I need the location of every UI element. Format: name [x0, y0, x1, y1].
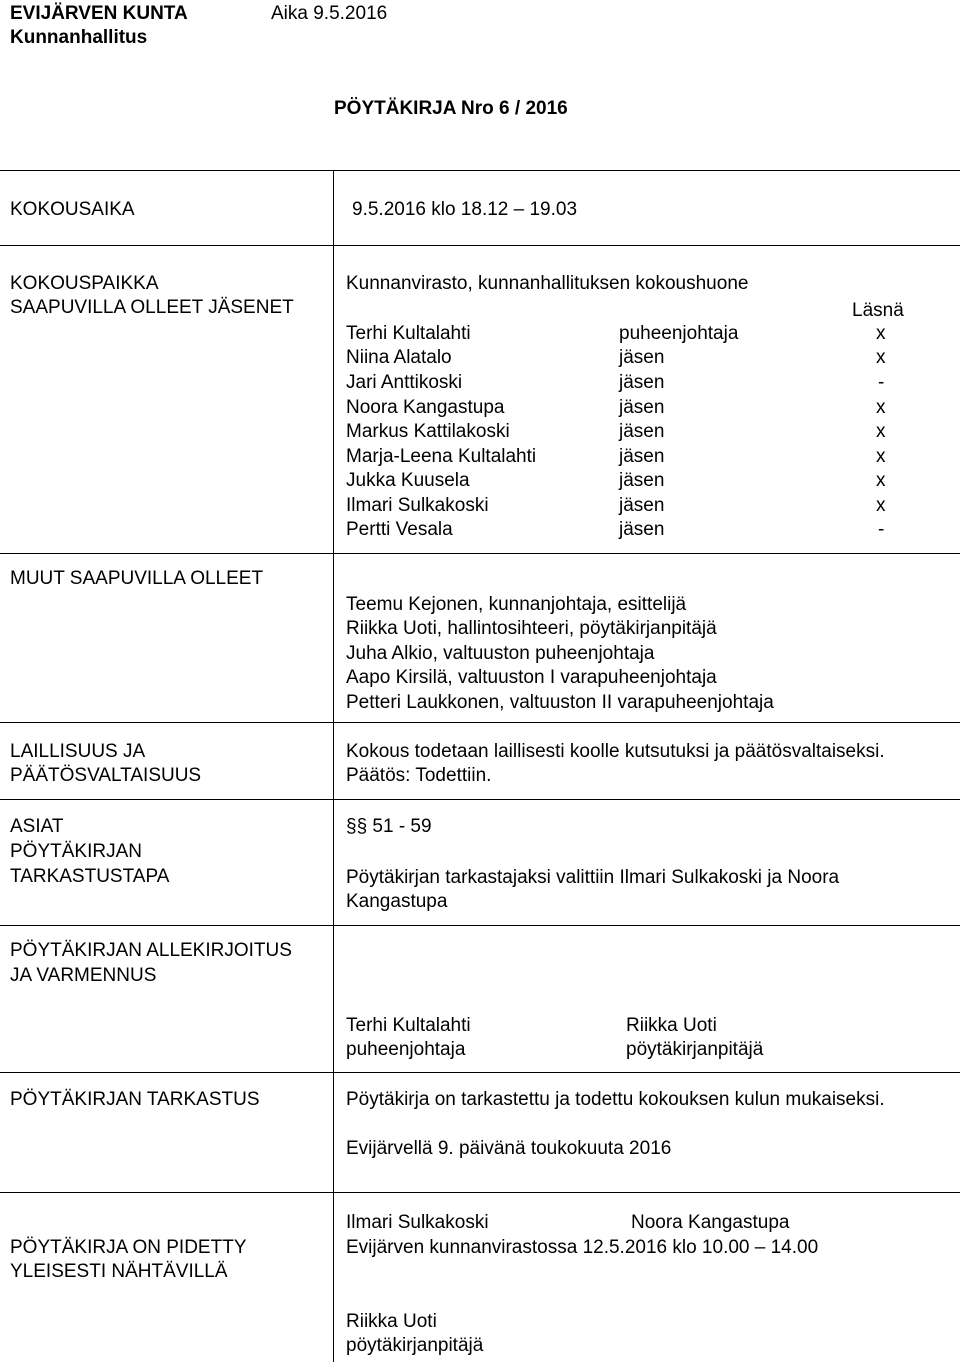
row-divider [0, 799, 960, 800]
inspector-name: Noora Kangastupa [631, 1212, 790, 1233]
inspection-label: PÖYTÄKIRJAN TARKASTUS [10, 1089, 260, 1110]
inspection-text: Pöytäkirja on tarkastettu ja todettu kokouksen kulun mukaiseksi. [346, 1089, 885, 1110]
inspection-method-label: TARKASTUSTAPA [10, 866, 170, 887]
items-label: ASIAT [10, 816, 64, 837]
signer-role: puheenjohtaja [346, 1039, 466, 1060]
row-divider [0, 722, 960, 723]
member-name: Niina Alatalo [346, 347, 452, 368]
row-divider [0, 1072, 960, 1073]
member-role: jäsen [619, 470, 665, 491]
member-name: Markus Kattilakoski [346, 421, 510, 442]
member-name: Jukka Kuusela [346, 470, 470, 491]
member-name: Jari Anttikoski [346, 372, 463, 393]
member-name: Ilmari Sulkakoski [346, 495, 489, 516]
member-present: x [876, 446, 886, 467]
member-role: jäsen [619, 397, 665, 418]
member-role: jäsen [619, 347, 665, 368]
others-line: Juha Alkio, valtuuston puheenjohtaja [346, 643, 655, 664]
public-display-label: YLEISESTI NÄHTÄVILLÄ [10, 1261, 228, 1282]
public-display-signer-name: Riikka Uoti [346, 1311, 437, 1332]
member-present: x [876, 347, 886, 368]
legality-decision: Päätös: Todettiin. [346, 765, 492, 786]
inspection-place-date: Evijärvellä 9. päivänä toukokuuta 2016 [346, 1138, 672, 1159]
row-divider [0, 925, 960, 926]
present-header: Läsnä [852, 300, 904, 321]
signer-role: pöytäkirjanpitäjä [626, 1039, 764, 1060]
others-label: MUUT SAAPUVILLA OLLEET [10, 568, 264, 589]
signer-name: Terhi Kultalahti [346, 1015, 471, 1036]
meeting-place-label: KOKOUSPAIKKA [10, 273, 159, 294]
meeting-place-value: Kunnanvirasto, kunnanhallituksen kokoushuone [346, 273, 749, 294]
legality-label: LAILLISUUS JA [10, 741, 146, 762]
member-role: puheenjohtaja [619, 323, 739, 344]
legality-label: PÄÄTÖSVALTAISUUS [10, 765, 202, 786]
inspection-method-text: Pöytäkirjan tarkastajaksi valittiin Ilmari Sulkakoski ja Noora [346, 867, 840, 888]
inspection-method-label: PÖYTÄKIRJAN [10, 841, 142, 862]
public-display-signer-role: pöytäkirjanpitäjä [346, 1335, 484, 1356]
member-present: - [878, 519, 885, 540]
member-role: jäsen [619, 446, 665, 467]
member-name: Pertti Vesala [346, 519, 453, 540]
document-title: PÖYTÄKIRJA Nro 6 / 2016 [334, 98, 568, 119]
row-divider [0, 553, 960, 554]
items-value: §§ 51 - 59 [346, 816, 432, 837]
member-present: x [876, 495, 886, 516]
others-line: Teemu Kejonen, kunnanjohtaja, esittelijä [346, 594, 687, 615]
others-line: Aapo Kirsilä, valtuuston I varapuheenjohtaja [346, 667, 717, 688]
members-label: SAAPUVILLA OLLEET JÄSENET [10, 297, 294, 318]
column-divider [333, 170, 334, 1362]
inspector-name: Ilmari Sulkakoski [346, 1212, 489, 1233]
meeting-time-label: KOKOUSAIKA [10, 199, 135, 220]
row-divider [0, 1192, 960, 1193]
others-line: Petteri Laukkonen, valtuuston II varapuheenjohtaja [346, 692, 774, 713]
signature-label: JA VARMENNUS [10, 965, 157, 986]
row-divider [0, 245, 960, 246]
member-role: jäsen [619, 519, 665, 540]
table-top-border [0, 170, 960, 171]
municipality-name: EVIJÄRVEN KUNTA [10, 3, 188, 24]
member-present: x [876, 470, 886, 491]
public-display-label: PÖYTÄKIRJA ON PIDETTY [10, 1237, 247, 1258]
member-name: Terhi Kultalahti [346, 323, 471, 344]
others-line: Riikka Uoti, hallintosihteeri, pöytäkirjanpitäjä [346, 618, 717, 639]
meeting-date: Aika 9.5.2016 [271, 3, 388, 24]
member-role: jäsen [619, 372, 665, 393]
member-present: - [878, 372, 885, 393]
body-name: Kunnanhallitus [10, 27, 148, 48]
inspection-method-text: Kangastupa [346, 891, 448, 912]
signature-label: PÖYTÄKIRJAN ALLEKIRJOITUS [10, 940, 292, 961]
member-present: x [876, 397, 886, 418]
member-present: x [876, 323, 886, 344]
signer-name: Riikka Uoti [626, 1015, 717, 1036]
meeting-time-value: 9.5.2016 klo 18.12 – 19.03 [352, 199, 578, 220]
legality-text: Kokous todetaan laillisesti koolle kutsutuksi ja päätösvaltaiseksi. [346, 741, 885, 762]
member-name: Marja-Leena Kultalahti [346, 446, 537, 467]
member-role: jäsen [619, 495, 665, 516]
member-role: jäsen [619, 421, 665, 442]
public-display-text: Evijärven kunnanvirastossa 12.5.2016 klo 10.00 – 14.00 [346, 1237, 819, 1258]
member-present: x [876, 421, 886, 442]
member-name: Noora Kangastupa [346, 397, 505, 418]
